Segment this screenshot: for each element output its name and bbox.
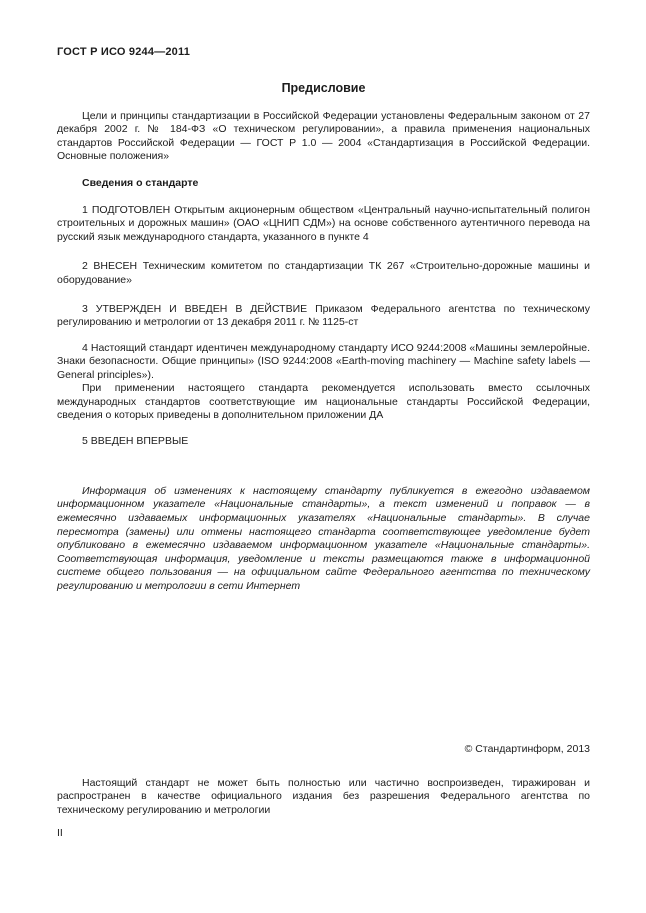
reproduction-notice: Настоящий стандарт не может быть полностью или частично воспроизведен, тиражирован и распространен в качестве официального издания без разрешения Федерального агентства по техническому регулированию и метрологии xyxy=(57,776,590,816)
clause-identical-standard-continuation: При применении настоящего стандарта рекомендуется использовать вместо ссылочных международных стандартов соответствующие им национальные стандарты Российской Федерации, сведения о которых приведены в дополнительном приложении ДА xyxy=(57,382,590,421)
amendments-note: Информация об изменениях к настоящему стандарту публикуется в ежегодно издаваемом информационном указателе «Национальные стандарты», а текст изменений и поправок — в ежемесячно издаваемых информационных указателях «Национальные стандарты». В случае пересмотра (замены) или отмены настоящего стандарта соответствующее уведомление будет опубликовано в ежемесячно издаваемом информационном указателе «Национальные стандарты». Соответствующая информация, уведомление и тексты размещаются также в информационной системе общего пользования — на официальном сайте Федерального агентства по техническому регулированию и метрологии в сети Интернет xyxy=(57,484,590,592)
clause-first-edition: 5 ВВЕДЕН ВПЕРВЫЕ xyxy=(82,435,189,448)
clause-identical-standard: 4 Настоящий стандарт идентичен международному стандарту ИСО 9244:2008 «Машины землеройные. Знаки безопасности. Общие принципы» (ISO 9244:2008 «Earth-moving machinery — Machine safety labels — General principles»). xyxy=(57,341,590,381)
clause-prepared: 1 ПОДГОТОВЛЕН Открытым акционерным обществом «Центральный научно-испытательный полигон строительных и дорожных машин» (ОАО «ЦНИП СДМ») на основе собственного аутентичного перевода на русский язык международного стандарта, указанного в пункте 4 xyxy=(57,204,590,243)
clause-submitted: 2 ВНЕСЕН Техническим комитетом по стандартизации ТК 267 «Строительно-дорожные машины и оборудование» xyxy=(57,260,590,286)
document-code: ГОСТ Р ИСО 9244—2011 xyxy=(57,46,191,58)
clause-approved: 3 УТВЕРЖДЕН И ВВЕДЕН В ДЕЙСТВИЕ Приказом Федерального агентства по техническому регулированию и метрологии от 13 декабря 2011 г. № 1125-ст xyxy=(57,303,590,329)
copyright-notice: © Стандартинформ, 2013 xyxy=(464,743,590,756)
foreword-title: Предисловие xyxy=(281,81,366,95)
standard-info-heading: Сведения о стандарте xyxy=(82,176,199,189)
intro-paragraph: Цели и принципы стандартизации в Российской Федерации установлены Федеральным законом от 27 декабря 2002 г. № 184-ФЗ «О техническом регулировании», а правила применения национальных стандартов Российской Федерации — ГОСТ Р 1.0 — 2004 «Стандартизация в Российской Федерации. Основные положения» xyxy=(57,110,590,163)
page-number: II xyxy=(57,827,63,840)
